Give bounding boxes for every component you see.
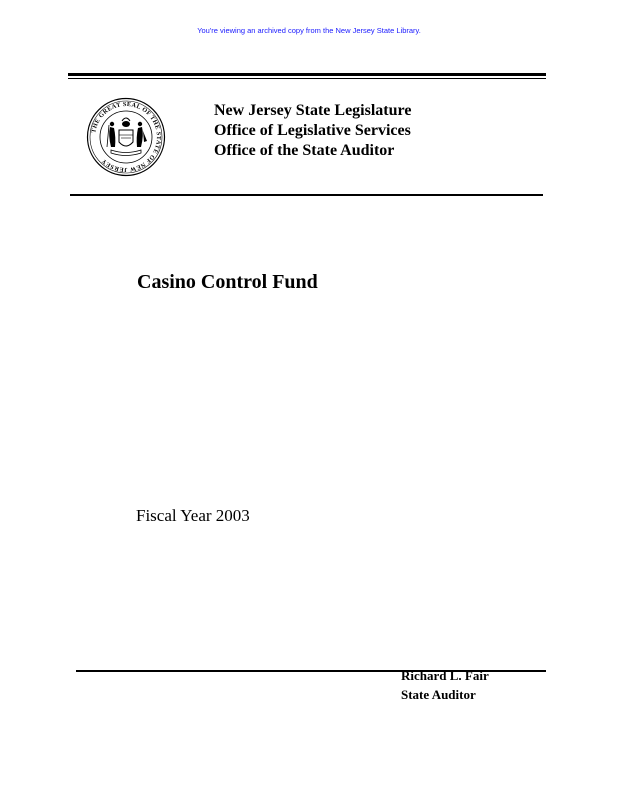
fiscal-year: Fiscal Year 2003 (136, 506, 250, 525)
seal-ring-text: THE GREAT SEAL OF THE STATE OF NEW JERSEY (90, 100, 163, 174)
auditor-title: State Auditor (401, 687, 476, 702)
report-title: Casino Control Fund (137, 271, 318, 293)
signature-block (401, 666, 489, 704)
legislature-name: New Jersey State Legislature (214, 102, 412, 119)
top-rule-thick (68, 73, 546, 76)
office-legislative-services: Office of Legislative Services (214, 122, 411, 139)
auditor-name: Richard L. Fair (401, 668, 489, 683)
svg-text:THE GREAT SEAL OF THE STATE OF (90, 101, 162, 173)
top-rule-thin (68, 78, 546, 79)
state-seal-icon (86, 97, 166, 177)
archive-notice[interactable]: You're viewing an archived copy from the New Jersey State Library. (197, 26, 421, 35)
header-divider (70, 194, 543, 196)
header-block (214, 101, 411, 161)
office-state-auditor: Office of the State Auditor (214, 142, 395, 159)
